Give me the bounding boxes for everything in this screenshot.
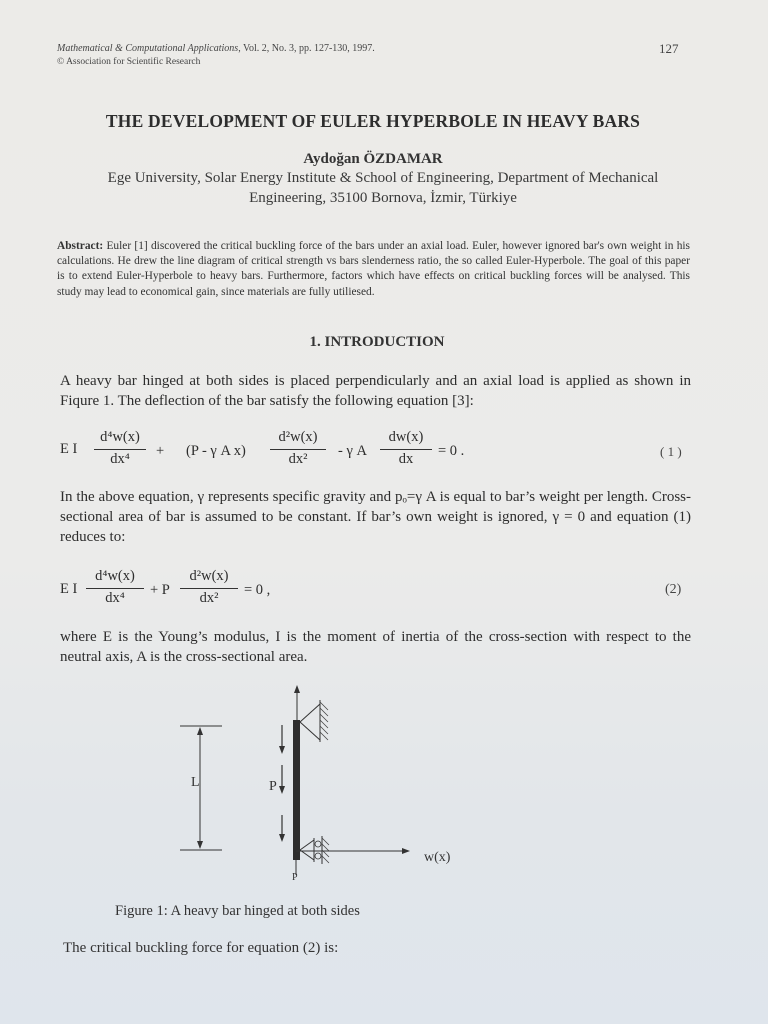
paragraph-1: A heavy bar hinged at both sides is placed perpendicularly and an axial load is applied as shown in Fiqure 1. The deflection of the bar satisfy the following equation [3]: — [60, 373, 691, 409]
top-hinge-strut-1 — [300, 704, 320, 722]
label-deflection: w(x) — [424, 850, 451, 865]
author-name: Aydoğan ÖZDAMAR — [303, 151, 443, 167]
load-arrow-1-head — [279, 746, 285, 754]
association-line: © Association for Scientific Research — [57, 57, 201, 67]
axis-horizontal-arrowhead — [402, 848, 410, 854]
roller-2 — [315, 853, 321, 859]
figure-1-diagram — [170, 680, 470, 885]
journal-citation — [57, 43, 375, 54]
eq2-fraction-bar-1 — [86, 588, 144, 589]
eq1-term1-numerator: d⁴w(x) — [100, 429, 140, 445]
eq1-number: ( 1 ) — [660, 444, 682, 459]
eq1-term2-numerator: d²w(x) — [278, 429, 318, 445]
load-arrow-2-head — [279, 786, 285, 794]
eq2-number: (2) — [665, 582, 682, 597]
eq1-fraction-bar-3 — [380, 449, 432, 450]
top-support-hatching — [320, 702, 328, 740]
paper-title: THE DEVELOPMENT OF EULER HYPERBOLE IN HEAVY BARS — [105, 111, 641, 131]
affiliation-line-2: Engineering, 35100 Bornova, İzmir, Türkiye — [249, 190, 517, 206]
eq1-term2-denominator: dx² — [288, 451, 308, 467]
eq1-ei: E I — [60, 441, 78, 457]
roller-1 — [315, 841, 321, 847]
eq2-term2-denominator: dx² — [199, 590, 219, 606]
page-number: 127 — [659, 41, 679, 56]
dimension-arrow-up — [197, 727, 203, 735]
eq1-term3-numerator: dw(x) — [388, 429, 424, 445]
eq1-term3-denominator: dx — [398, 451, 414, 467]
heavy-bar — [293, 720, 300, 860]
eq1-fraction-bar-2 — [270, 449, 326, 450]
figure-1-caption: Figure 1: A heavy bar hinged at both sides — [115, 903, 360, 919]
affiliation — [40, 168, 726, 208]
journal-volume: , Vol. 2, No. 3, pp. 127-130, 1997. — [238, 43, 375, 54]
affiliation-line-1: Ege University, Solar Energy Institute & School of Engineering, Department of Mechanical — [107, 170, 659, 186]
top-hinge-strut-2 — [300, 722, 320, 740]
dimension-arrow-down — [197, 841, 203, 849]
label-length: L — [191, 775, 200, 790]
abstract-text: Euler [1] discovered the critical buckling force of the bars under an axial load. Euler, however ignored bar's own weight in his calculations. He drew the line diagram of critical strength vs bars slenderness ratio, the so called Euler-Hyperbole. The goal of this paper is to extend Euler-Hyperbole to heavy bars. Furthermore, factors which have effects on critical buckling forces will be analysed. This study may lead to economical gain, since materials are fully utiliesed. — [57, 240, 690, 298]
eq2-fraction-bar-2 — [180, 588, 238, 589]
eq1-fraction-bar-1 — [94, 449, 146, 450]
eq2-term2-numerator: d²w(x) — [189, 568, 229, 584]
eq2-term1-denominator: dx⁴ — [105, 590, 125, 606]
label-load-p-top: P — [269, 779, 277, 794]
eq2-term1-numerator: d⁴w(x) — [95, 568, 135, 584]
label-load-p-bottom: P — [292, 872, 298, 883]
paragraph-2: In the above equation, γ represents specific gravity and pₒ=γ A is equal to bar’s weight per length. Cross-sectional area of bar is assumed to be constant. If bar’s own weight is ignored, γ = 0 and equation (1) reduces to: — [60, 489, 691, 545]
eq1-parenthesis: (P - γ A x) — [186, 443, 246, 459]
abstract — [57, 239, 690, 300]
eq1-term1-denominator: dx⁴ — [110, 451, 130, 467]
eq2-ei: E I — [60, 581, 78, 597]
eq1-minus-gamma: - γ A — [338, 443, 367, 459]
eq2-plus-p: + P — [150, 582, 170, 598]
eq1-equals-zero: = 0 . — [438, 443, 465, 459]
section-heading-introduction: 1. INTRODUCTION — [309, 334, 445, 350]
paragraph-3: where E is the Young’s modulus, I is the moment of inertia of the cross-section with respect to the neutral axis, A is the cross-sectional area. — [60, 629, 691, 665]
journal-name: Mathematical & Computational Applications — [57, 43, 239, 54]
load-arrow-3-head — [279, 834, 285, 842]
abstract-label: Abstract: — [57, 240, 104, 252]
eq2-equals-zero: = 0 , — [244, 582, 271, 598]
closing-text: The critical buckling force for equation (2) is: — [63, 940, 339, 956]
eq1-plus: + — [156, 443, 165, 459]
bottom-hinge-strut-1 — [300, 840, 314, 850]
axis-vertical-arrowhead — [294, 685, 300, 693]
